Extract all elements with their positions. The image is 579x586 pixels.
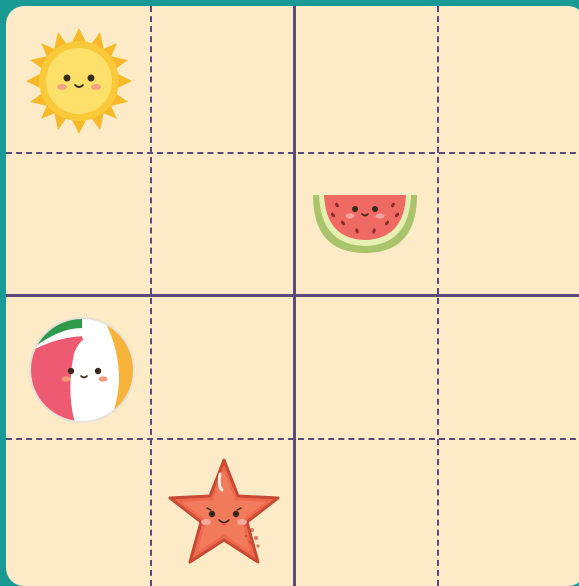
grid-cell-r2c4[interactable]	[438, 150, 579, 294]
sun-icon[interactable]	[24, 26, 134, 136]
starfish-icon[interactable]	[166, 456, 282, 568]
grid-cell-r4c4[interactable]	[438, 438, 579, 582]
grid-cell-r1c3[interactable]	[294, 6, 438, 150]
grid-cell-r1c4[interactable]	[438, 6, 579, 150]
grid-cell-r3c3[interactable]	[294, 294, 438, 438]
grid-divider-solid	[6, 294, 579, 297]
beach-ball-icon[interactable]	[26, 314, 138, 426]
grid-cell-r4c1[interactable]	[6, 438, 150, 582]
grid-cell-r2c2[interactable]	[150, 150, 294, 294]
grid-cell-r1c2[interactable]	[150, 6, 294, 150]
grid-cell-r3c2[interactable]	[150, 294, 294, 438]
watermelon-icon[interactable]	[309, 191, 421, 257]
grid-cell-r3c4[interactable]	[438, 294, 579, 438]
puzzle-board	[6, 6, 579, 586]
grid-cell-r4c3[interactable]	[294, 438, 438, 582]
grid-cell-r2c1[interactable]	[6, 150, 150, 294]
